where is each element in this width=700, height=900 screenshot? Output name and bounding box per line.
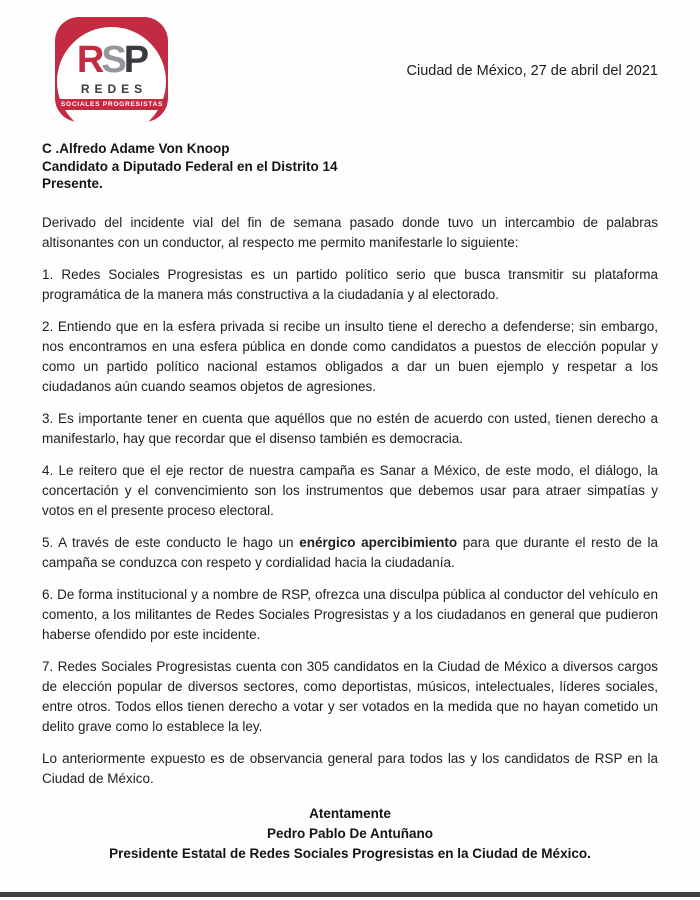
paragraph-5 (42, 533, 658, 573)
date-line: Ciudad de México, 27 de abril del 2021 (406, 63, 658, 79)
paragraph-5-post: para que durante el resto de la campaña se conduzca con respeto y cordialidad hacia la ciudadanía. (42, 534, 658, 570)
logo-letter-r: R (76, 39, 102, 81)
paragraph-closing: Lo anteriormente expuesto es de observancia general para todos las y los candidatos de RSP en la Ciudad de México. (42, 750, 658, 786)
logo-letter-p: P (123, 39, 147, 81)
signature-title: Presidente Estatal de Redes Sociales Progresistas en la Ciudad de México. (109, 845, 591, 861)
paragraph-7: 7. Redes Sociales Progresistas cuenta con 305 candidatos en la Ciudad de México a diversos cargos de elección popular de diversos sectores, como deportistas, músicos, intelectuales, líderes sociales, entre otros. Todos ellos tienen derecho a votar y ser votados en la medida que no hayan cometido un delito grave como lo establece la ley. (42, 658, 658, 734)
paragraph-3: 3. Es importante tener en cuenta que aquéllos que no estén de acuerdo con usted, tienen derecho a manifestarlo, hay que recordar que el disenso también es democracia. (42, 410, 658, 446)
signature-valediction: Atentamente (309, 805, 391, 821)
logo-letter-s: S (101, 39, 124, 81)
signature-name: Pedro Pablo De Antuñano (266, 825, 433, 841)
recipient-name: C .Alfredo Adame Von Knoop (42, 141, 230, 156)
paragraph-intro: Derivado del incidente vial del fin de semana pasado donde tuvo un intercambio de palabras altisonantes con un conductor, al respecto me permito manifestarle lo siguiente: (42, 214, 658, 250)
recipient-block (42, 140, 658, 193)
letter-content (42, 0, 658, 864)
recipient-salutation: Presente. (42, 176, 103, 191)
paragraph-5-pre: 5. A través de este conducto le hago un (42, 534, 300, 550)
logo-banner-text: SOCIALES PROGRESISTAS (56, 99, 167, 110)
signature-block (42, 804, 658, 864)
paragraph-5-emphasis: enérgico apercibimiento (299, 534, 458, 550)
logo-redes-text: REDES (80, 82, 148, 96)
paragraph-6: 6. De forma institucional y a nombre de RSP, ofrezca una disculpa pública al conductor del vehículo en comento, a los militantes de Redes Sociales Progresistas y a los ciudadanos en general que pudieron haberse ofendido por este incidente. (42, 586, 658, 642)
recipient-title: Candidato a Diputado Federal en el Distrito 14 (42, 158, 338, 174)
bottom-edge-bar (0, 892, 700, 897)
paragraph-4: 4. Le reitero que el eje rector de nuestra campaña es Sanar a México, de este modo, el diálogo, la concertación y el convencimiento son los instrumentos que debemos usar para atraer simpatías y votos en el presente proceso electoral. (42, 462, 658, 518)
paragraph-1: 1. Redes Sociales Progresistas es un partido político serio que busca transmitir su plataforma programática de la manera más constructiva a la ciudadanía y al electorado. (42, 266, 658, 302)
paragraph-2: 2. Entiendo que en la esfera privada si recibe un insulto tiene el derecho a defenderse; sin embargo, nos encontramos en una esfera pública en donde como candidatos a puestos de elección popular y como un partido político nacional estamos obligados a dar un buen ejemplo y respetar a los ciudadanos aún cuando seamos objetos de agresiones. (42, 318, 658, 394)
